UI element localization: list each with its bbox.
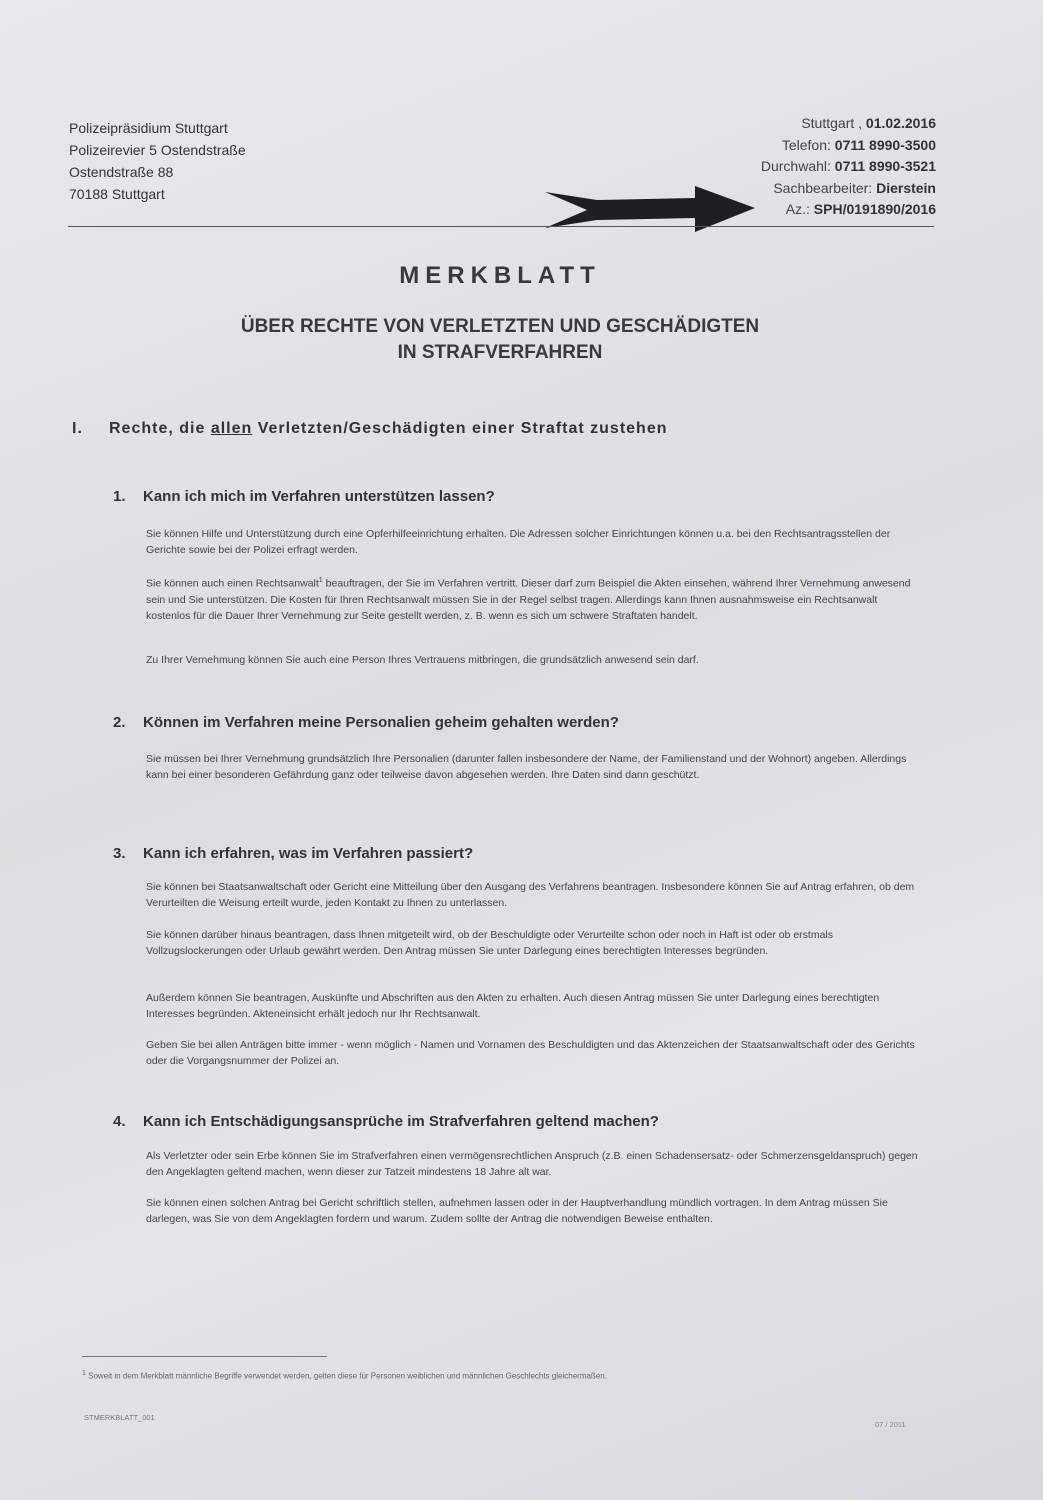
question-title: Können im Verfahren meine Personalien geheim gehalten werden? [143, 714, 619, 731]
document-title: MERKBLATT [399, 262, 601, 289]
footnote-divider [82, 1356, 327, 1357]
subtitle-line: IN STRAFVERFAHREN [397, 342, 603, 363]
subtitle-line: ÜBER RECHTE VON VERLETZTEN UND GESCHÄDIGTEN [240, 316, 760, 337]
question-title: Kann ich Entschädigungsansprüche im Strafverfahren geltend machen? [143, 1113, 659, 1130]
question-number: 3. [113, 845, 126, 862]
paragraph-text: beauftragen, der Sie im Verfahren vertritt. Dieser darf zum Beispiel die Akten einsehen, während Ihrer Vernehmung anwesend sein und Sie unterstützen. Die Kosten für Ihren Rechtsanwalt müssen Sie in der Regel selbst tragen. Allerdings kann Ihnen ausnahmsweise ein Rechtsanwalt kostenlos für die Dauer Ihrer Vernehmung zur Seite gestellt werden, z. B. wenn es sich um schwere Straftaten handelt. [146, 577, 911, 622]
section-text: Rechte, die [109, 420, 206, 437]
question-heading [113, 488, 495, 505]
question-title: Kann ich mich im Verfahren unterstützen lassen? [143, 488, 495, 505]
section-text: Verletzten/Geschädigten einer Straftat zustehen [257, 420, 668, 437]
telefon-value: 0711 8990-3500 [834, 136, 936, 153]
header-divider [68, 226, 934, 227]
section-heading [72, 420, 668, 438]
paragraph: Sie müssen bei Ihrer Vernehmung grundsätzlich Ihre Personalien (darunter fallen insbesondere der Name, der Familienstand und der Wohnort) angeben. Allerdings kann bei einer besonderen Gefährdung ganz oder teilweise davon abgesehen werden. Ihre Daten sind dann geschützt. [146, 753, 907, 781]
sender-line: 70188 Stuttgart [69, 186, 165, 202]
sachbearbeiter-label: Sachbearbeiter: [773, 179, 873, 196]
footnote-text: Soweit in dem Merkblatt männliche Begriffe verwendet werden, gelten diese für Personen weiblichen und männlichen Geschlechts gleichermaßen. [88, 1371, 607, 1381]
question-number: 2. [113, 714, 126, 731]
footnote-marker: 1 [318, 577, 323, 584]
paragraph: Sie können bei Staatsanwaltschaft oder Gericht eine Mitteilung über den Ausgang des Verfahrens beantragen. Insbesondere können Sie auf Antrag erfahren, ob dem Verurteilten die Weisung erteilt wurde, jeden Kontakt zu Ihnen zu unterlassen. [146, 881, 915, 909]
date-line [761, 113, 936, 135]
question-heading [113, 1113, 659, 1130]
az-line [761, 199, 936, 221]
footnote-marker: 1 [82, 1370, 86, 1377]
question-number: 1. [113, 488, 126, 505]
question-title: Kann ich erfahren, was im Verfahren passiert? [143, 845, 474, 862]
paragraph: Sie können Hilfe und Unterstützung durch eine Opferhilfeeinrichtung erhalten. Die Adressen solcher Einrichtungen können u.a. bei den Rechtsantragsstellen der Gerichte sowie bei der Polizei erfragt werden. [146, 528, 891, 556]
paragraph: Als Verletzter oder sein Erbe können Sie im Strafverfahren einen vermögensrechtlichen Anspruch (z.B. einen Schadensersatz- oder Schmerzensgeldanspruch) gegen den Angeklagten geltend machen, wenn dieser zur Tatzeit mindestens 18 Jahre alt war. [146, 1150, 918, 1178]
telefon-label: Telefon: [781, 136, 831, 153]
telefon-line [761, 135, 936, 157]
contact-block [761, 113, 936, 221]
date-value: 01.02.2016 [865, 115, 936, 131]
sender-line: Polizeipräsidium Stuttgart [69, 120, 228, 136]
paragraph: Sie können darüber hinaus beantragen, dass Ihnen mitgeteilt wird, ob der Beschuldigte oder Verurteilte schon oder noch in Haft ist oder ob erstmals Vollzugslockerungen oder Urlaub gewährt werden. Den Antrag müssen Sie unter Darlegung eines berechtigten Interesses begründen. [146, 929, 833, 957]
form-version: 07 / 2011 [875, 1420, 906, 1429]
paragraph: Geben Sie bei allen Anträgen bitte immer - wenn möglich - Namen und Vornamen des Beschuldigten und das Aktenzeichen der Staatsanwaltschaft oder des Gerichts oder die Vorgangsnummer der Polizei an. [146, 1039, 915, 1067]
sender-line: Ostendstraße 88 [69, 164, 174, 180]
durchwahl-line [761, 156, 936, 178]
paragraph: Sie können einen solchen Antrag bei Gericht schriftlich stellen, aufnehmen lassen oder in der Hauptverhandlung mündlich vortragen. In dem Antrag müssen Sie darlegen, was Sie von dem Angeklagten fordern und warum. Zudem sollte der Antrag die notwendigen Beweise enthalten. [146, 1197, 888, 1225]
sender-line: Polizeirevier 5 Ostendstraße [69, 142, 246, 158]
durchwahl-value: 0711 8990-3521 [834, 158, 936, 174]
place-label: Stuttgart , [801, 115, 863, 131]
document-subtitle [0, 314, 1000, 366]
footnote [82, 1370, 607, 1381]
sachbearbeiter-line [761, 178, 936, 200]
az-label: Az.: [785, 201, 810, 217]
sender-address [69, 117, 246, 205]
question-heading [113, 714, 619, 731]
question-number: 4. [113, 1113, 126, 1130]
paragraph-text: Sie können auch einen Rechtsanwalt [146, 577, 319, 590]
sachbearbeiter-value: Dierstein [876, 179, 936, 196]
paragraph [146, 573, 921, 624]
paragraph: Außerdem können Sie beantragen, Auskünfte und Abschriften aus den Akten zu erhalten. Auch diesen Antrag müssen Sie unter Darlegung eines berechtigten Interesses begründen. Akteneinsicht erhält jedoch nur Ihr Rechtsanwalt. [146, 992, 880, 1020]
durchwahl-label: Durchwahl: [760, 158, 831, 174]
paragraph: Zu Ihrer Vernehmung können Sie auch eine Person Ihres Vertrauens mitbringen, die grundsätzlich anwesend sein darf. [146, 654, 699, 666]
section-number: I. [72, 420, 83, 437]
section-text-emphasis: allen [210, 420, 253, 437]
form-id: STMERKBLATT_001 [84, 1413, 155, 1422]
az-value: SPH/0191890/2016 [813, 201, 936, 217]
question-heading [113, 845, 473, 862]
